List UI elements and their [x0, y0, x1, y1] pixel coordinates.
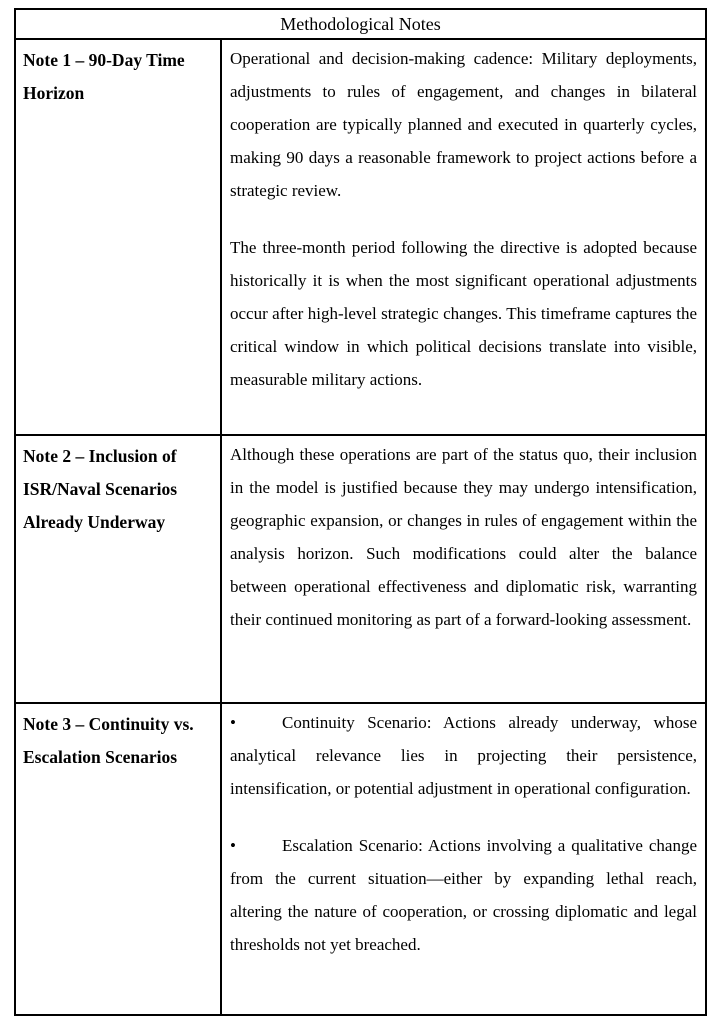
- note-2-label-cell: [16, 436, 222, 702]
- note-3-bullet-item-1: [230, 706, 697, 805]
- bullet-marker: •: [230, 713, 236, 732]
- note-2-paragraph-1: Although these operations are part of the status quo, their inclusion in the model is justified because they may undergo intensification, geographic expansion, or changes in rules of engagement within the analysis horizon. Such modifications could alter the balance between operational effectiveness and diplomatic risk, warranting their continued monitoring as part of a forward-looking assessment.: [230, 445, 697, 629]
- note-1-body-cell: [222, 40, 705, 434]
- methodological-notes-table: [14, 8, 707, 1016]
- note-2-label: Note 2 – Inclusion of ISR/Naval Scenarios Already Underway: [23, 446, 178, 532]
- note-row-2: [16, 436, 705, 704]
- note-3-label-cell: [16, 704, 222, 1014]
- note-3-bullet-item-2: [230, 829, 697, 961]
- note-1-label-cell: [16, 40, 222, 434]
- note-3-bullet-text-2: Escalation Scenario: Actions involving a qualitative change from the current situation—either by expanding lethal reach, altering the nature of cooperation, or crossing diplomatic and legal thresholds not yet breached.: [230, 836, 697, 954]
- table-title-row: [16, 10, 705, 40]
- table-title: Methodological Notes: [280, 14, 441, 34]
- note-2-body-cell: [222, 436, 705, 702]
- note-1-paragraph-2: The three-month period following the directive is adopted because historically it is when the most significant operational adjustments occur after high-level strategic changes. This timeframe captures the critical window in which political decisions translate into visible, measurable military actions.: [230, 238, 697, 389]
- note-1-label: Note 1 – 90-Day Time Horizon: [23, 50, 185, 103]
- note-3-body-cell: [222, 704, 705, 1014]
- bullet-marker: •: [230, 836, 236, 855]
- note-1-paragraph-1: Operational and decision-making cadence: Military deployments, adjustments to rules of engagement, and changes in bilateral cooperation are typically planned and executed in quarterly cycles, making 90 days a reasonable framework to project actions before a strategic review.: [230, 49, 697, 200]
- note-row-3: [16, 704, 705, 1014]
- note-row-1: [16, 40, 705, 436]
- note-3-bullet-text-1: Continuity Scenario: Actions already underway, whose analytical relevance lies in projecting their persistence, intensification, or potential adjustment in operational configuration.: [230, 713, 697, 798]
- note-3-label: Note 3 – Continuity vs. Escalation Scenarios: [23, 714, 194, 767]
